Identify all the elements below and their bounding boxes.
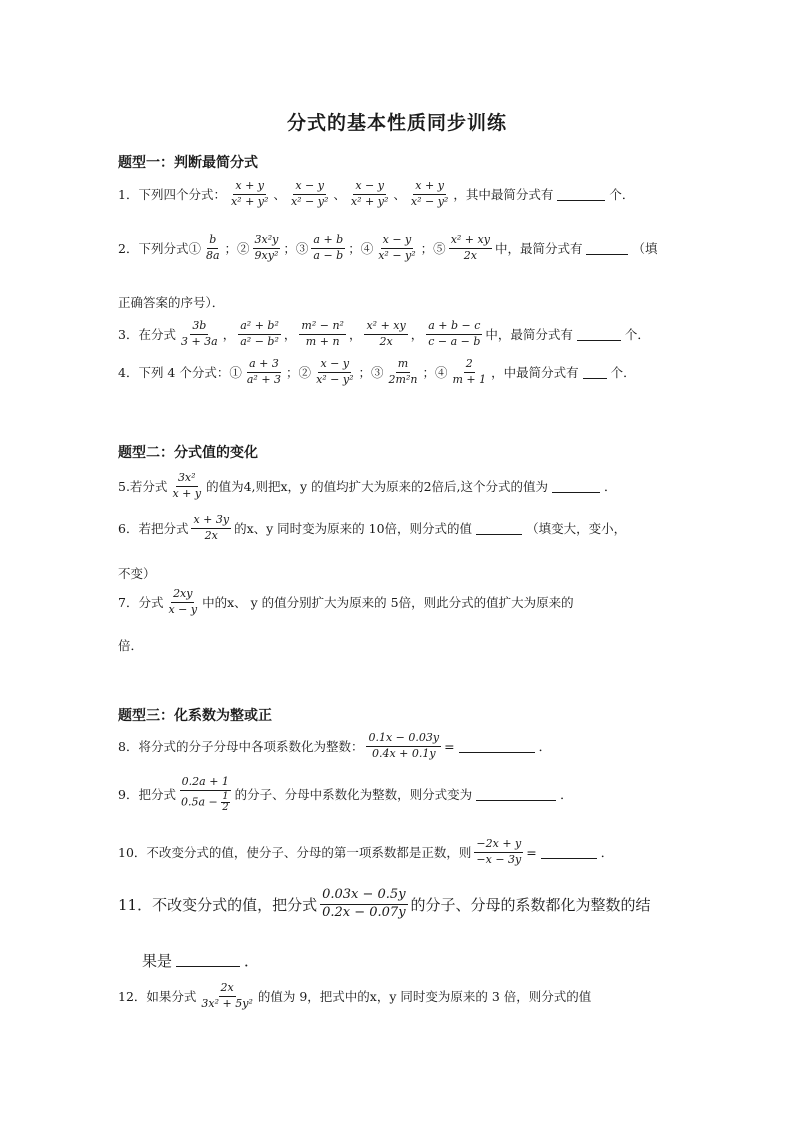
separator: 、 [273, 187, 286, 203]
denominator: x² − y² [378, 248, 416, 262]
fraction [179, 776, 232, 813]
question-3 [118, 320, 650, 348]
numerator: x − y [318, 358, 351, 373]
denominator: x² − y² [316, 372, 354, 386]
question-text: 2．下列分式① [118, 241, 201, 257]
denominator: 2x [379, 334, 393, 348]
question-2 [118, 234, 657, 262]
question-text: （填变大，变小， [526, 521, 627, 537]
separator: ， [410, 327, 424, 343]
denominator: c − a − b [428, 334, 481, 348]
question-text: 中的x、 y 的值分别扩大为原来的 5倍，则此分式的值扩大为原来的 [202, 595, 574, 611]
fraction [366, 732, 441, 760]
answer-blank[interactable] [541, 846, 597, 859]
numerator: a² + b² [238, 320, 281, 335]
question-12 [118, 982, 591, 1010]
question-11-continued [142, 950, 259, 971]
fraction [204, 234, 222, 262]
denominator: x² + y² [350, 194, 389, 208]
numerator: −2x + y [474, 838, 523, 853]
fraction [376, 234, 417, 262]
question-text: ． [244, 952, 260, 970]
denominator: 2x [204, 528, 218, 542]
question-text: ；④ [422, 365, 448, 381]
fraction [364, 320, 407, 348]
fraction [387, 358, 420, 386]
question-text: （填 [632, 241, 658, 257]
numerator: 3x²y [253, 234, 281, 249]
denominator: x² + y² [230, 194, 269, 208]
denominator: a² + 3 [246, 372, 282, 386]
denominator: 9xy² [254, 248, 279, 262]
fraction [474, 838, 523, 866]
question-text: ；③ [358, 365, 384, 381]
fraction [426, 320, 482, 348]
numerator: x + y [233, 180, 266, 195]
question-6-continued: 不变） [118, 566, 156, 581]
question-text: 的分子、分母中系数化为整数，则分式变为 [234, 787, 473, 803]
separator: ， [222, 327, 236, 343]
denominator-text: 0.5a − [180, 795, 218, 809]
question-8 [118, 732, 551, 760]
equals-sign: = [444, 738, 455, 754]
answer-blank[interactable] [583, 366, 607, 379]
denominator: 0.4x + 0.1y [371, 746, 436, 760]
answer-blank[interactable] [557, 188, 605, 201]
fraction [191, 514, 231, 542]
question-text: 果是 [142, 952, 173, 970]
numerator: 0.1x − 0.03y [366, 732, 441, 747]
answer-blank[interactable] [176, 954, 240, 967]
answer-blank[interactable] [577, 328, 621, 341]
question-text: ；③ [283, 241, 309, 257]
question-text: 中，最简分式有 [494, 241, 583, 257]
numerator: 2x [219, 982, 236, 997]
question-text: 的值为 9，把式中的x，y 同时变为原来的 3 倍，则分式的值 [257, 989, 592, 1005]
numerator: x + y [413, 180, 446, 195]
question-text: 个． [624, 327, 650, 343]
denominator: −x − 3y [476, 852, 522, 866]
denominator: x − y [168, 602, 198, 616]
question-7 [118, 588, 574, 616]
fraction [320, 888, 407, 921]
section-heading-3: 题型三：化系数为整或正 [118, 708, 272, 724]
fraction [314, 358, 355, 386]
fraction [166, 588, 199, 616]
question-text: ． [604, 479, 617, 495]
numerator: x − y [381, 234, 414, 249]
fraction [289, 180, 330, 208]
numerator: x − y [293, 180, 326, 195]
fraction [170, 472, 203, 500]
denominator: m + 1 [452, 372, 487, 386]
question-text: ． [560, 787, 573, 803]
question-11 [118, 888, 651, 921]
numerator: 0.03x − 0.5y [320, 888, 407, 905]
fraction [253, 234, 281, 262]
numerator: x² + xy [364, 320, 407, 335]
numerator: x + 3y [191, 514, 231, 529]
fraction [199, 982, 254, 1010]
fraction [450, 358, 488, 386]
question-text: ． [600, 845, 614, 861]
question-text: 6．若把分式 [118, 521, 189, 537]
question-text: 的x、y 同时变为原来的 10倍，则分式的值 [234, 521, 473, 537]
question-text: 3．在分式 [118, 327, 176, 343]
denominator: x² − y² [290, 194, 329, 208]
fraction [349, 180, 390, 208]
denominator: 0.2x − 0.07y [322, 904, 406, 920]
fraction [409, 180, 450, 208]
answer-blank[interactable] [476, 788, 556, 801]
numerator: 2 [464, 358, 475, 373]
denominator: 8a [205, 248, 220, 262]
question-text: 个． [610, 365, 636, 381]
nested-fraction [221, 792, 229, 813]
separator: 、 [393, 187, 406, 203]
denominator: x² − y² [410, 194, 449, 208]
question-text: 10．不改变分式的值，使分子、分母的第一项系数都是正数，则 [118, 845, 472, 861]
numerator: a + 3 [247, 358, 281, 373]
fraction [245, 358, 283, 386]
fraction [449, 234, 492, 262]
denominator: 3 + 3a [180, 334, 218, 348]
fraction [179, 320, 220, 348]
question-9 [118, 776, 573, 813]
denominator: 3x² + 5y² [201, 996, 253, 1010]
numerator: x² + xy [449, 234, 492, 249]
numerator: 2xy [171, 588, 194, 603]
question-text: 中，最简分式有 [485, 327, 573, 343]
section-heading-1: 题型一：判断最简分式 [118, 155, 258, 171]
page-title: 分式的基本性质同步训练 [286, 112, 507, 134]
fraction [299, 320, 346, 348]
denominator: a − b [313, 248, 344, 262]
question-text: ；② [286, 365, 312, 381]
denominator [179, 791, 232, 813]
separator: ， [283, 327, 297, 343]
fraction [238, 320, 281, 348]
answer-blank[interactable] [459, 740, 535, 753]
numerator: 3b [190, 320, 208, 335]
numerator: b [207, 234, 218, 249]
answer-blank[interactable] [476, 522, 522, 535]
question-text: ；④ [348, 241, 374, 257]
question-7-continued: 倍． [118, 638, 144, 653]
question-text: ，中最简分式有 [491, 365, 579, 381]
question-4 [118, 358, 636, 386]
separator: ， [348, 327, 362, 343]
answer-blank[interactable] [552, 480, 600, 493]
equals-sign: = [526, 844, 537, 860]
question-text: 12．如果分式 [118, 989, 197, 1005]
question-text: ，其中最简分式有 [453, 187, 554, 203]
question-text: 9．把分式 [118, 787, 176, 803]
denominator: x + y [172, 486, 202, 500]
numerator: m² − n² [299, 320, 346, 335]
numerator: x − y [353, 180, 386, 195]
denominator: 2x [463, 248, 477, 262]
numerator: a + b [311, 234, 345, 249]
section-heading-2: 题型二：分式值的变化 [118, 445, 258, 461]
question-text: 个． [609, 187, 635, 203]
denominator: a² − b² [240, 334, 279, 348]
question-text: 8．将分式的分子分母中各项系数化为整数： [118, 739, 364, 755]
question-text: 11．不改变分式的值，把分式 [118, 895, 318, 914]
question-text: 1．下列四个分式： [118, 187, 226, 203]
question-text: 4．下列 4 个分式：① [118, 365, 242, 381]
question-text: 的值为4,则把x，y 的值均扩大为原来的2倍后,这个分式的值为 [206, 479, 549, 495]
separator: 、 [333, 187, 346, 203]
numerator: 0.2a + 1 [180, 776, 231, 791]
numerator: m [396, 358, 410, 373]
numerator: 3x² [176, 472, 198, 487]
answer-blank[interactable] [586, 242, 628, 255]
question-1 [118, 180, 634, 208]
fraction [311, 234, 345, 262]
denominator: m + n [305, 334, 340, 348]
numerator: 1 [222, 790, 229, 802]
numerator: a + b − c [426, 320, 482, 335]
denominator: 2m²n [388, 372, 418, 386]
fraction [229, 180, 270, 208]
question-10 [118, 838, 613, 866]
denominator: 2 [222, 801, 229, 813]
question-text: ． [538, 739, 552, 755]
question-text: 7．分式 [118, 595, 164, 611]
question-5 [118, 472, 617, 500]
question-6 [118, 514, 626, 542]
question-text: ；② [224, 241, 250, 257]
question-2-continued: 正确答案的序号）． [118, 295, 225, 310]
question-text: 的分子、分母的系数都化为整数的结 [410, 895, 651, 914]
question-text: 5.若分式 [118, 479, 168, 495]
question-text: ；⑤ [420, 241, 446, 257]
